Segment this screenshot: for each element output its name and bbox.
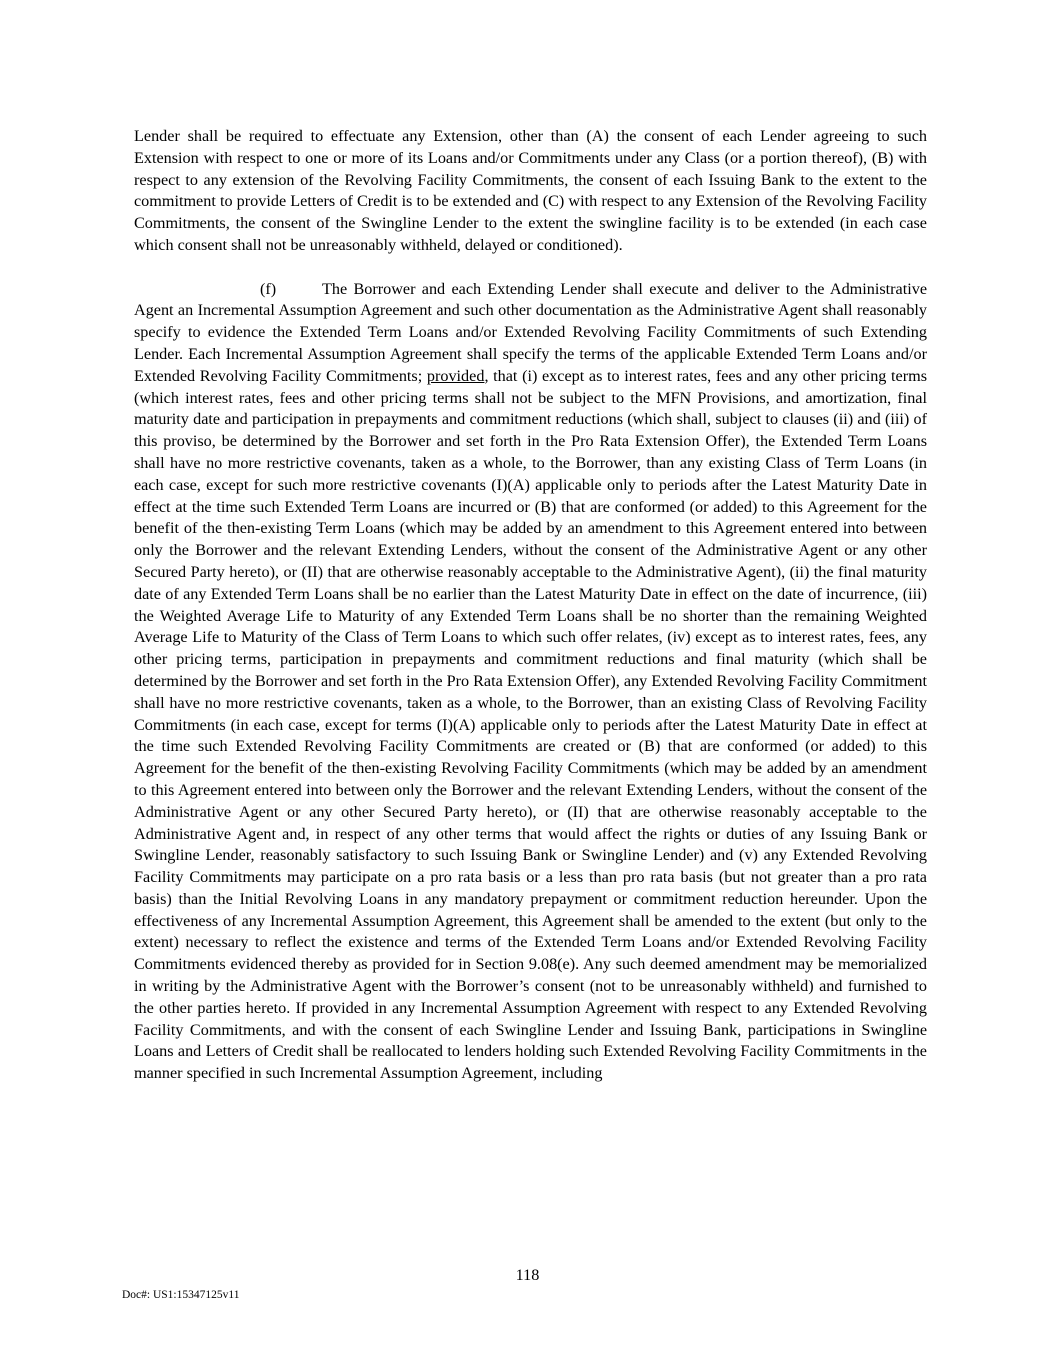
document-id-footer: Doc#: US1:15347125v11 (122, 1289, 240, 1301)
paragraph-f-text-part1: The Borrower and each Extending Lender shall execute and deliver to the Administrative Agent an Incremental Assumption Agreement and such other documentation as the Administrative Agent shall reasonably specify to evidence the Extended Term Loans and/or Extended Revolving Facility Commitments of such Extending Lender. Each Incremental Assumption Agreement shall specify the terms of the applicable Extended Term Loans and/or Extended Revolving Facility Commitments; (134, 279, 927, 385)
document-body (134, 126, 927, 1085)
page-number: 118 (515, 1266, 540, 1284)
paragraph-f-label: (f) (260, 279, 277, 298)
provided-underlined-term: provided (426, 366, 485, 385)
paragraph-continuation: Lender shall be required to effectuate any Extension, other than (A) the consent of each Lender agreeing to such Extension with respect to one or more of its Loans and/or Commitments under any Class (or a portion thereof), (B) with respect to any extension of the Revolving Facility Commitments, the consent of each Issuing Bank to the extent to the commitment to provide Letters of Credit is to be extended and (C) with respect to any Extension of the Revolving Facility Commitments, the consent of the Swingline Lender to the extent the swingline facility is to be extended (in each case which consent shall not be unreasonably withheld, delayed or conditioned). (134, 127, 927, 254)
paragraph-spacer (134, 257, 927, 279)
paragraph-f (134, 279, 927, 1085)
paragraph-f-text-part2: , that (i) except as to interest rates, fees and any other pricing terms (which interest rates, fees and other pricing terms shall not be subject to the MFN Provisions, and amortization, final maturity date and participation in prepayments and commitment reductions (which shall, subject to clauses (ii) and (iii) of this proviso, be determined by the Borrower and set forth in the Pro Rata Extension Offer), the Extended Term Loans shall have no more restrictive covenants, taken as a whole, to the Borrower, than any existing Class of Term Loans (in each case, except for such more restrictive covenants (I)(A) applicable only to periods after the Latest Maturity Date in effect at the time such Extended Term Loans are incurred or (B) that are conformed (or added) to this Agreement for the benefit of the then-existing Term Loans (which may be added by an amendment to this Agreement entered into between only the Borrower and the relevant Extending Lenders, without the consent of the Administrative Agent or any other Secured Party hereto), or (II) that are otherwise reasonably acceptable to the Administrative Agent), (ii) the final maturity date of any Extended Term Loans shall be no earlier than the Latest Maturity Date in effect on the date of incurrence, (iii) the Weighted Average Life to Maturity of any Extended Term Loans shall be no shorter than the remaining Weighted Average Life to Maturity of the Class of Term Loans to which such offer relates, (iv) except as to interest rates, fees, any other pricing terms, participation in prepayments and commitment reductions and final maturity (which shall be determined by the Borrower and set forth in the Pro Rata Extension Offer), any Extended Revolving Facility Commitment shall have no more restrictive covenants, taken as a whole, to the Borrower, than an existing Class of Revolving Facility Commitments (in each case, except for terms (I)(A) applicable only to periods after the Latest Maturity Date in effect at the time such Extended Revolving Facility Commitments are created or (B) that are conformed (or added) to this Agreement for the benefit of the then-existing Revolving Facility Commitments (which may be added by an amendment to this Agreement entered into between only the Borrower and the relevant Extending Lenders, without the consent of the Administrative Agent or any other Secured Party hereto), or (II) that are otherwise reasonably acceptable to the Administrative Agent and, in respect of any other terms that would affect the rights or duties of any Issuing Bank or Swingline Lender, reasonably satisfactory to such Issuing Bank or Swingline Lender) and (v) any Extended Revolving Facility Commitments may participate on a pro rata basis or a less than pro rata basis (but not greater than a pro rata basis) than the Initial Revolving Loans in any mandatory prepayment or commitment reduction hereunder. Upon the effectiveness of any Incremental Assumption Agreement, this Agreement shall be amended to the extent (but only to the extent) necessary to reflect the existence and terms of the Extended Term Loans and/or Extended Revolving Facility Commitments evidenced thereby as provided for in Section 9.08(e). Any such deemed amendment may be memorialized in writing by the Administrative Agent with the Borrower’s consent (not to be unreasonably withheld) and furnished to the other parties hereto. If provided in any Incremental Assumption Agreement with respect to any Extended Revolving Facility Commitments, and with the consent of each Swingline Lender and Issuing Bank, participations in Swingline Loans and Letters of Credit shall be reallocated to lenders holding such Extended Revolving Facility Commitments in the manner specified in such Incremental Assumption Agreement, including (134, 366, 927, 1083)
